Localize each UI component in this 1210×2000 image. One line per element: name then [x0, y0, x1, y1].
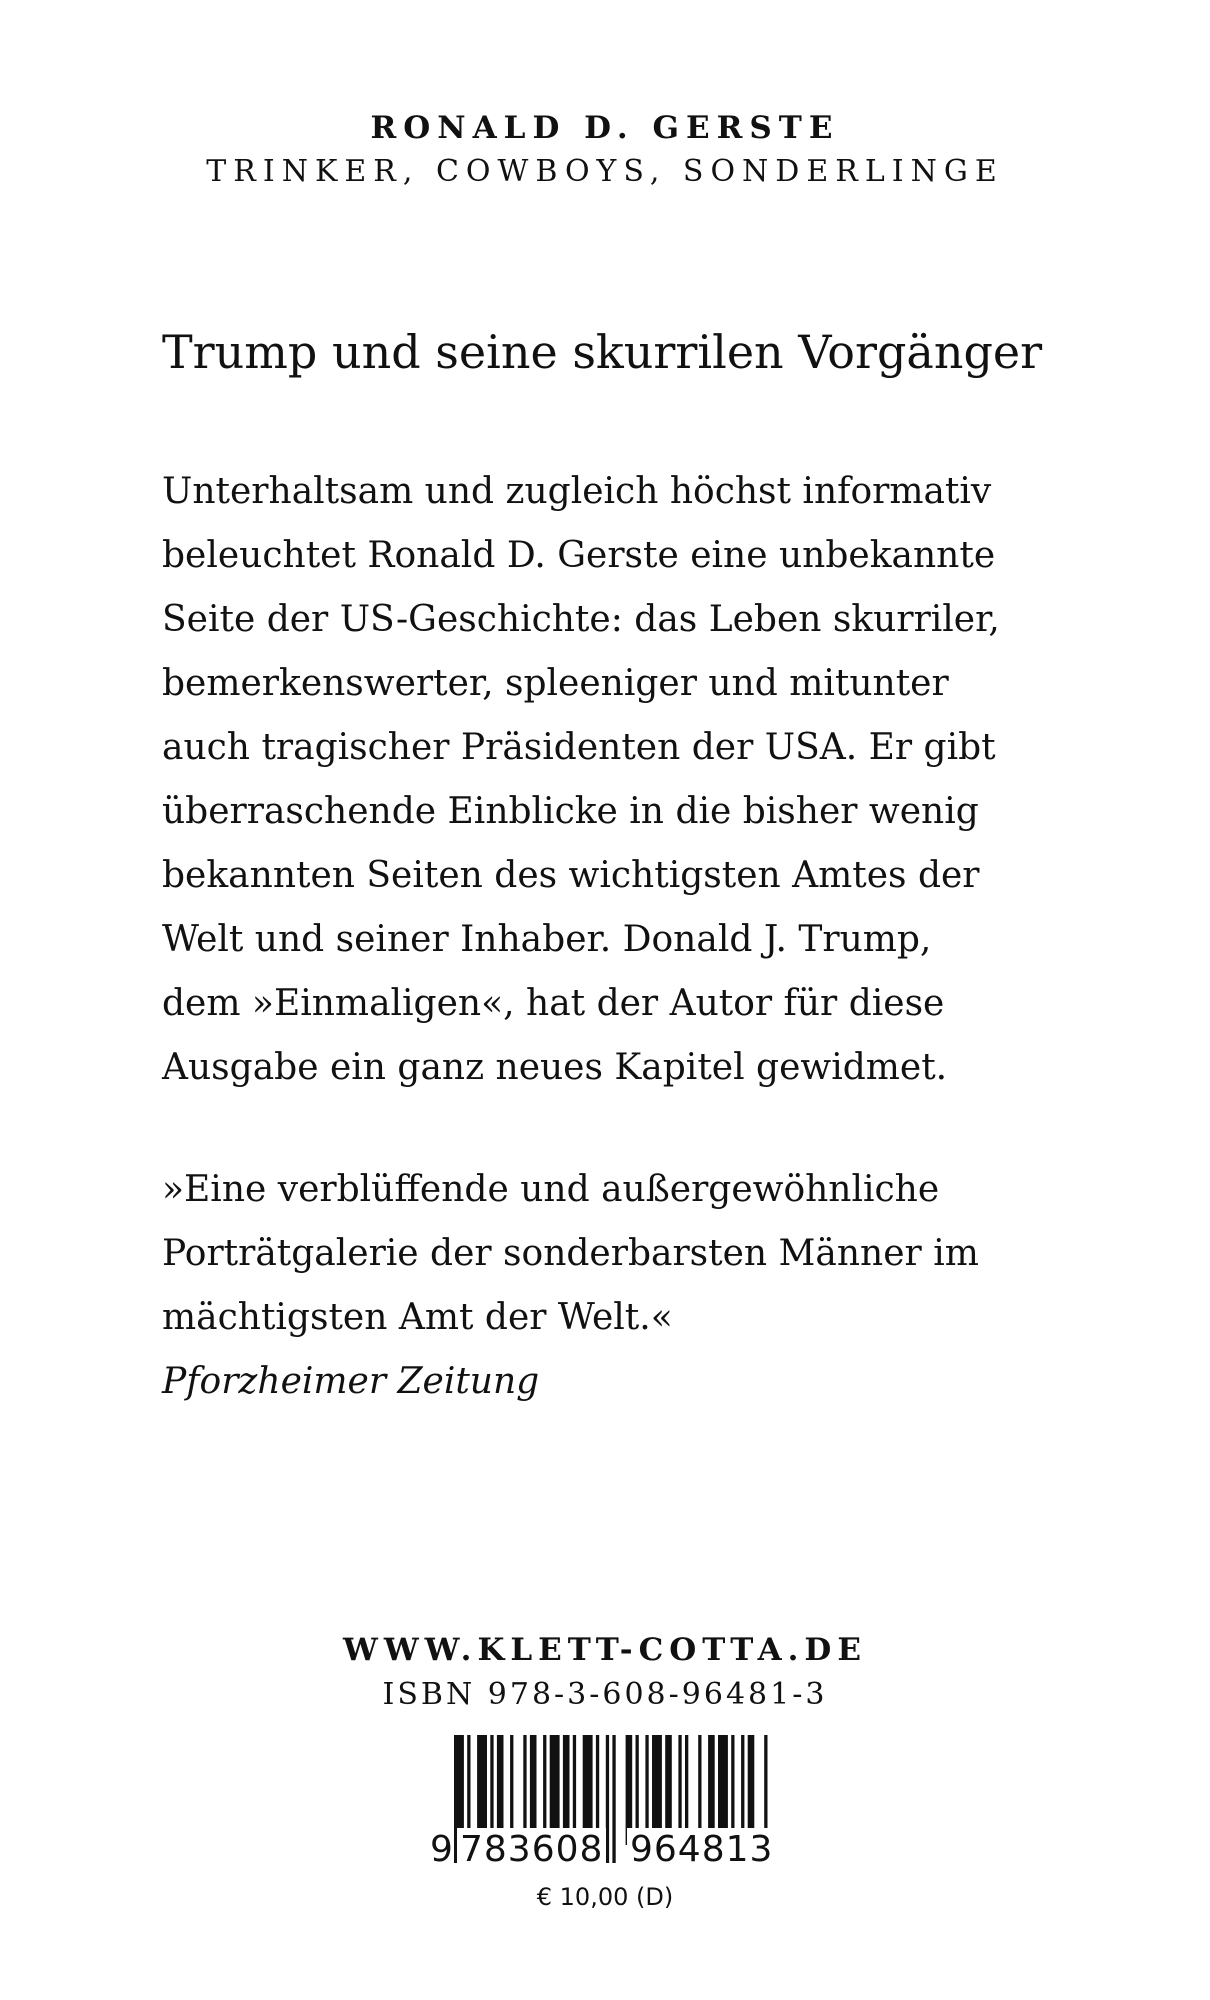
blurb-paragraph [162, 460, 1112, 1100]
barcode-right-group: 964813 [627, 1828, 776, 1872]
quote-source: Pforzheimer Zeitung [162, 1361, 540, 1402]
headline: Trump und seine skurrilen Vorgänger [162, 325, 1043, 379]
publisher-website: WWW.KLETT-COTTA.DE [343, 1632, 867, 1668]
isbn-number: ISBN 978-3-608-96481-3 [382, 1677, 828, 1712]
quote-line: »Eine verblüffende und außergewöhnliche [162, 1169, 940, 1210]
blurb-line: dem »Einmaligen«, hat der Autor für diese [162, 983, 945, 1024]
blurb-line: Ausgabe ein ganz neues Kapitel gewidmet. [162, 1047, 948, 1088]
blurb-line: Seite der US-Geschichte: das Leben skurriler, [162, 599, 1000, 640]
blurb-line: beleuchtet Ronald D. Gerste eine unbekannte [162, 535, 996, 576]
quote-line: mächtigsten Amt der Welt.« [162, 1297, 673, 1338]
blurb-line: auch tragischer Präsidenten der USA. Er gibt [162, 727, 996, 768]
price-label: € 10,00 (D) [536, 1883, 674, 1911]
blurb-line: überraschende Einblicke in die bisher wenig [162, 791, 979, 832]
quote-line: Porträtgalerie der sonderbarsten Männer im [162, 1233, 979, 1274]
barcode-left-group: 783608 [457, 1828, 606, 1872]
barcode-bar-15 [612, 1735, 615, 1863]
press-quote [162, 1158, 1112, 1350]
author-name: RONALD D. GERSTE [370, 110, 840, 146]
blurb-line: Unterhaltsam und zugleich höchst informativ [162, 471, 992, 512]
blurb-line: bekannten Seiten des wichtigsten Amtes der [162, 855, 980, 896]
blurb-line: Welt und seiner Inhaber. Donald J. Trump, [162, 919, 932, 960]
series-title: TRINKER, COWBOYS, SONDERLINGE [206, 154, 1004, 189]
blurb-line: bemerkenswerter, spleeniger und mitunter [162, 663, 949, 704]
barcode-lead-digit: 9 [430, 1829, 454, 1870]
